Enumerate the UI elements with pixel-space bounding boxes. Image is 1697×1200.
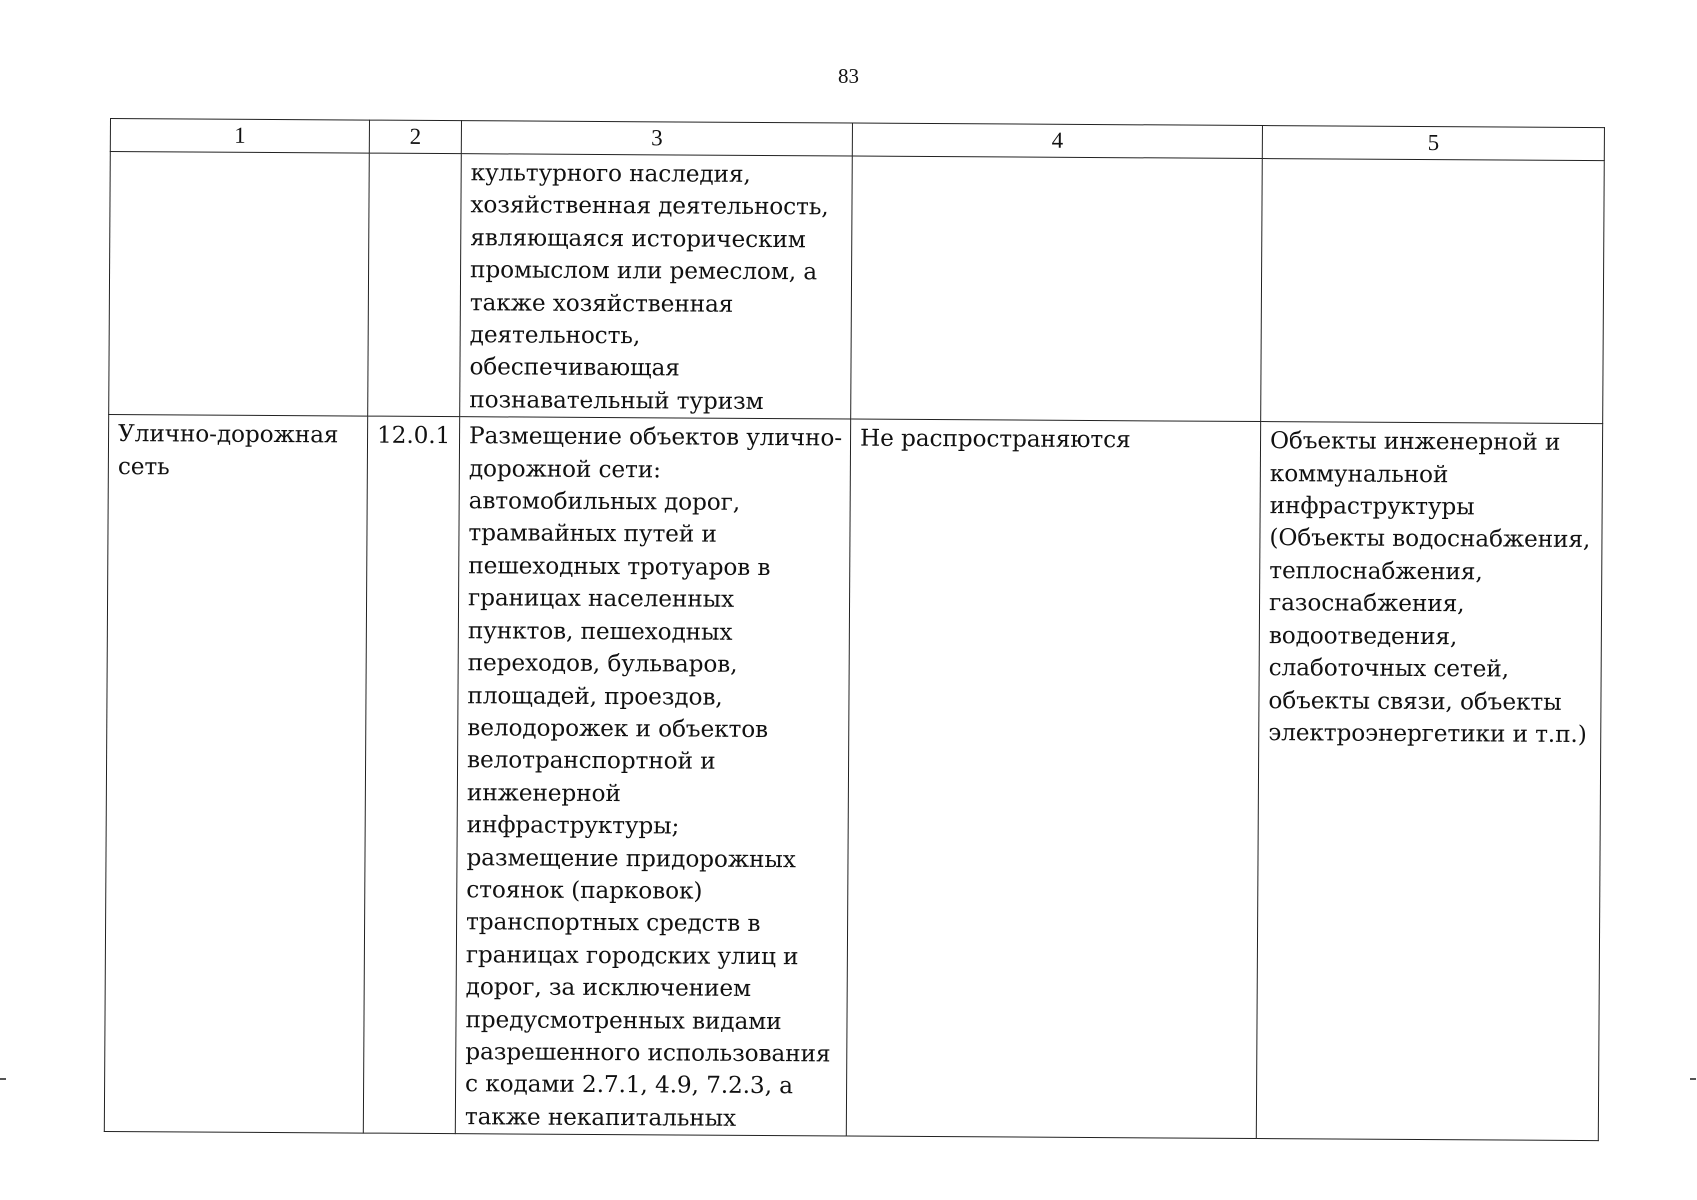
cell-text: Размещение объектов улично- дорожной сети: автомобильных дорог, трамвайных путей и пешеходных тротуаров в границах населенных пунктов, пешеходных переходов, бульваров, площадей, проездов, велодорожек и объектов велотранспортной и инженерной инфраструктуры; размещение придорожных стоянок (парковок) транспортных средств в границах городских улиц и дорог, за исключением предусмотренных видами разрешенного использования с кодами 2.7.1, 4.9, 7.2.3, а также некапитальных xyxy=(464,422,843,1132)
table-cell xyxy=(460,154,853,420)
table-cell xyxy=(455,417,850,1136)
table-cell xyxy=(846,419,1260,1138)
page-number: 83 xyxy=(838,64,859,88)
table-cell xyxy=(368,153,462,417)
scan-edge-mark-left xyxy=(0,1078,6,1080)
table-row xyxy=(109,152,1605,424)
scan-edge-mark-right xyxy=(1690,1078,1696,1080)
table-cell xyxy=(1256,422,1602,1141)
cell-text xyxy=(1263,159,1604,164)
cell-text: Объекты инженерной и коммунальной инфраструктуры (Объекты водоснабжения, теплоснабжения, газоснабжения, водоотведения, слаботочных сетей, объекты связи, объекты электроэнергетики и т.п.) xyxy=(1268,427,1591,748)
column-header-3: 3 xyxy=(461,121,852,156)
table-cell xyxy=(109,152,370,417)
column-header-5: 5 xyxy=(1262,126,1604,161)
table-cell xyxy=(363,416,459,1133)
regulations-table xyxy=(104,118,1605,1141)
cell-text: Не распространяются xyxy=(859,424,1131,454)
cell-text xyxy=(370,154,461,158)
cell-text: 12.0.1 xyxy=(376,421,451,450)
cell-text xyxy=(111,152,369,157)
table-cell xyxy=(1261,159,1605,424)
table-row xyxy=(104,415,1602,1141)
column-header-1: 1 xyxy=(110,119,369,154)
cell-text: культурного наследия, хозяйственная деятельность, являющаяся историческим промыслом или ремеслом, а также хозяйственная деятельность, обеспечивающая познавательный туризм xyxy=(469,159,829,415)
cell-text xyxy=(853,157,1262,162)
table-cell xyxy=(851,156,1263,422)
column-header-4: 4 xyxy=(852,123,1262,159)
column-header-2: 2 xyxy=(369,120,461,154)
table-cell xyxy=(104,415,367,1134)
cell-text: Улично-дорожная сеть xyxy=(117,420,339,481)
